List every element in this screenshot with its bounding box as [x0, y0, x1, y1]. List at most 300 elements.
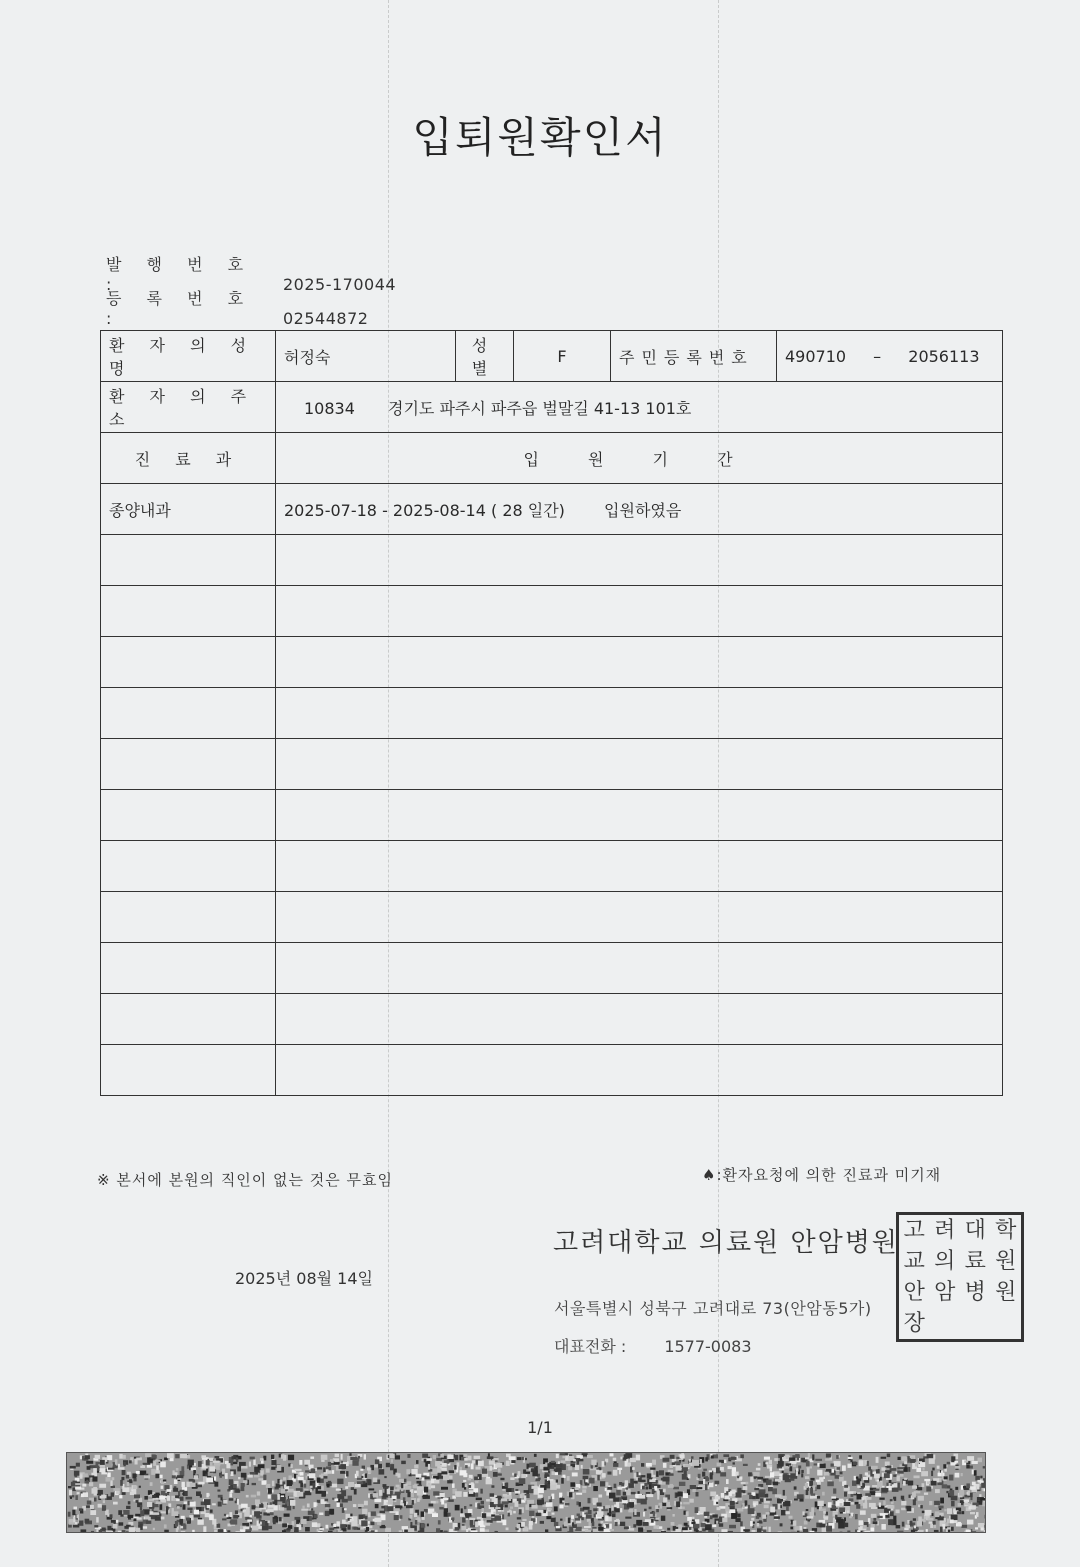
pattern-speck: [849, 1498, 854, 1501]
pattern-speck: [958, 1522, 962, 1526]
pattern-speck: [626, 1489, 631, 1495]
pattern-speck: [258, 1464, 265, 1468]
pattern-speck: [512, 1473, 514, 1476]
rrn-front: 490710: [785, 346, 847, 366]
pattern-speck: [863, 1503, 867, 1509]
pattern-speck: [575, 1518, 580, 1521]
pattern-speck: [168, 1503, 171, 1507]
pattern-speck: [817, 1501, 823, 1506]
table-header-row: [101, 433, 1003, 484]
pattern-speck: [107, 1473, 110, 1478]
pattern-speck: [757, 1528, 761, 1532]
pattern-speck: [978, 1523, 984, 1528]
pattern-speck: [585, 1530, 591, 1532]
pattern-speck: [482, 1513, 486, 1518]
pattern-speck: [357, 1481, 363, 1484]
pattern-speck: [889, 1480, 892, 1483]
pattern-speck: [487, 1520, 493, 1523]
pattern-speck: [806, 1461, 810, 1467]
pattern-speck: [750, 1521, 753, 1526]
pattern-speck: [414, 1465, 418, 1469]
pattern-speck: [140, 1466, 145, 1468]
pattern-speck: [587, 1455, 593, 1458]
pattern-speck: [182, 1492, 184, 1495]
pattern-speck: [102, 1509, 106, 1511]
pattern-speck: [624, 1508, 629, 1510]
pattern-speck: [281, 1454, 285, 1459]
pattern-speck: [572, 1473, 578, 1477]
pattern-speck: [856, 1477, 859, 1479]
pattern-speck: [461, 1526, 466, 1531]
period-cell: [276, 484, 1003, 535]
pattern-speck: [779, 1468, 784, 1470]
pattern-speck: [561, 1460, 566, 1463]
pattern-speck: [794, 1526, 799, 1531]
pattern-speck: [325, 1504, 330, 1507]
pattern-speck: [966, 1465, 969, 1469]
pattern-speck: [359, 1515, 364, 1520]
pattern-speck: [172, 1475, 176, 1478]
pattern-speck: [805, 1457, 809, 1459]
pattern-speck: [226, 1463, 230, 1468]
pattern-speck: [957, 1511, 962, 1514]
pattern-speck: [812, 1454, 814, 1460]
pattern-speck: [944, 1476, 948, 1479]
pattern-speck: [510, 1507, 513, 1509]
pattern-speck: [759, 1493, 765, 1498]
pattern-speck: [689, 1499, 694, 1503]
pattern-speck: [777, 1504, 780, 1510]
pattern-speck: [550, 1485, 557, 1490]
pattern-speck: [280, 1480, 283, 1485]
pattern-speck: [562, 1456, 565, 1459]
pattern-speck: [839, 1476, 844, 1481]
pattern-speck: [351, 1521, 357, 1527]
pattern-speck: [441, 1471, 448, 1474]
pattern-speck: [99, 1484, 106, 1488]
pattern-speck: [890, 1511, 894, 1516]
pattern-speck: [280, 1507, 284, 1511]
pattern-speck: [576, 1501, 578, 1505]
pattern-speck: [565, 1503, 570, 1506]
pattern-speck: [794, 1499, 798, 1501]
pattern-speck: [229, 1493, 232, 1497]
pattern-speck: [502, 1489, 505, 1491]
pattern-speck: [75, 1495, 78, 1500]
pattern-speck: [576, 1493, 582, 1495]
pattern-speck: [218, 1502, 222, 1507]
pattern-speck: [502, 1514, 504, 1519]
pattern-speck: [804, 1521, 808, 1525]
pattern-speck: [875, 1493, 881, 1497]
pattern-speck: [262, 1526, 269, 1531]
pattern-speck: [740, 1521, 743, 1526]
pattern-speck: [90, 1510, 96, 1515]
pattern-speck: [652, 1460, 656, 1465]
pattern-speck: [912, 1492, 916, 1497]
pattern-speck: [227, 1530, 230, 1532]
pattern-speck: [712, 1514, 717, 1517]
pattern-speck: [311, 1469, 316, 1474]
pattern-speck: [964, 1503, 970, 1505]
pattern-speck: [237, 1499, 239, 1505]
pattern-speck: [116, 1520, 119, 1523]
pattern-speck: [93, 1487, 97, 1490]
period-cell: [276, 586, 1003, 637]
pattern-speck: [630, 1479, 634, 1484]
pattern-speck: [863, 1525, 867, 1529]
pattern-speck: [584, 1526, 591, 1528]
pattern-speck: [979, 1494, 981, 1497]
pattern-speck: [344, 1508, 347, 1510]
pattern-speck: [561, 1478, 564, 1484]
pattern-speck: [967, 1520, 973, 1525]
pattern-speck: [199, 1482, 205, 1484]
pattern-speck: [703, 1479, 705, 1484]
pattern-speck: [598, 1518, 604, 1520]
pattern-speck: [247, 1519, 252, 1521]
pattern-speck: [638, 1527, 643, 1532]
pattern-speck: [717, 1463, 722, 1467]
pattern-speck: [716, 1521, 718, 1524]
pattern-speck: [763, 1527, 768, 1530]
dept-cell: [101, 637, 276, 688]
invalid-without-seal-note: ※ 본서에 본원의 직인이 없는 것은 무효임: [97, 1171, 394, 1189]
pattern-speck: [464, 1506, 466, 1509]
security-barcode: [66, 1452, 986, 1533]
pattern-speck: [536, 1513, 541, 1516]
pattern-speck: [864, 1460, 866, 1466]
pattern-speck: [416, 1460, 419, 1464]
pattern-speck: [176, 1499, 180, 1501]
pattern-speck: [473, 1488, 478, 1492]
pattern-speck: [396, 1506, 402, 1509]
pattern-speck: [816, 1480, 820, 1483]
pattern-speck: [575, 1487, 579, 1490]
pattern-speck: [766, 1498, 772, 1500]
pattern-speck: [729, 1525, 736, 1529]
pattern-speck: [480, 1489, 482, 1494]
pattern-speck: [143, 1463, 148, 1465]
pattern-speck: [87, 1501, 92, 1505]
pattern-speck: [913, 1518, 916, 1521]
pattern-speck: [793, 1521, 797, 1526]
pattern-speck: [719, 1523, 723, 1527]
pattern-speck: [947, 1462, 950, 1465]
phone-label: 대표전화 :: [554, 1337, 627, 1356]
pattern-speck: [613, 1463, 618, 1467]
pattern-speck: [220, 1475, 222, 1478]
pattern-speck: [892, 1488, 899, 1492]
pattern-speck: [828, 1502, 832, 1507]
pattern-speck: [190, 1483, 196, 1487]
pattern-speck: [897, 1467, 904, 1469]
pattern-speck: [836, 1519, 843, 1523]
pattern-speck: [717, 1507, 721, 1510]
pattern-speck: [476, 1498, 482, 1501]
pattern-speck: [334, 1498, 338, 1501]
pattern-speck: [931, 1471, 933, 1476]
table-row: [101, 688, 1003, 739]
pattern-speck: [121, 1477, 124, 1480]
pattern-speck: [519, 1478, 526, 1484]
pattern-speck: [949, 1490, 954, 1496]
pattern-speck: [74, 1471, 80, 1476]
pattern-speck: [721, 1493, 724, 1498]
pattern-speck: [424, 1487, 428, 1493]
period-cell: [276, 790, 1003, 841]
pattern-speck: [794, 1486, 797, 1489]
pattern-speck: [383, 1484, 387, 1487]
pattern-speck: [630, 1458, 636, 1462]
pattern-speck: [733, 1462, 735, 1464]
pattern-speck: [77, 1514, 80, 1518]
pattern-speck: [357, 1528, 360, 1530]
pattern-speck: [749, 1495, 753, 1499]
pattern-speck: [76, 1463, 80, 1467]
pattern-speck: [493, 1512, 495, 1514]
pattern-speck: [558, 1461, 560, 1464]
seal-glyph: 교: [903, 1248, 925, 1274]
table-row: [101, 586, 1003, 637]
pattern-speck: [241, 1466, 247, 1469]
pattern-speck: [429, 1504, 434, 1507]
pattern-speck: [972, 1482, 976, 1486]
pattern-speck: [778, 1461, 784, 1467]
pattern-speck: [108, 1468, 115, 1470]
pattern-speck: [766, 1480, 772, 1486]
pattern-speck: [756, 1468, 761, 1471]
pattern-speck: [785, 1501, 791, 1507]
pattern-speck: [984, 1525, 985, 1528]
pattern-speck: [676, 1465, 682, 1471]
pattern-speck: [657, 1494, 659, 1500]
pattern-speck: [118, 1510, 122, 1515]
pattern-speck: [79, 1520, 83, 1525]
pattern-speck: [151, 1469, 156, 1475]
pattern-speck: [175, 1521, 178, 1527]
pattern-speck: [77, 1492, 80, 1494]
pattern-speck: [820, 1524, 826, 1528]
pattern-speck: [236, 1531, 242, 1532]
pattern-speck: [431, 1501, 436, 1504]
pattern-speck: [901, 1496, 904, 1500]
pattern-speck: [271, 1460, 276, 1465]
pattern-speck: [369, 1532, 372, 1533]
pattern-speck: [510, 1477, 514, 1480]
pattern-speck: [731, 1513, 737, 1519]
pattern-speck: [842, 1465, 846, 1471]
pattern-speck: [770, 1472, 774, 1477]
pattern-speck: [934, 1501, 940, 1505]
pattern-speck: [412, 1500, 414, 1505]
pattern-speck: [79, 1508, 82, 1511]
pattern-speck: [478, 1521, 484, 1526]
pattern-speck: [361, 1520, 367, 1526]
pattern-speck: [411, 1493, 414, 1498]
pattern-speck: [888, 1519, 893, 1525]
pattern-speck: [790, 1527, 793, 1530]
pattern-speck: [433, 1455, 436, 1459]
pattern-speck: [735, 1518, 740, 1522]
pattern-speck: [639, 1495, 646, 1499]
pattern-speck: [676, 1501, 680, 1507]
pattern-speck: [229, 1479, 234, 1485]
pattern-speck: [918, 1517, 922, 1522]
pattern-speck: [102, 1528, 106, 1531]
pattern-speck: [441, 1487, 448, 1490]
pattern-speck: [652, 1489, 655, 1494]
pattern-speck: [217, 1524, 221, 1528]
pattern-speck: [341, 1490, 346, 1496]
pattern-speck: [805, 1483, 808, 1488]
pattern-speck: [732, 1471, 736, 1477]
pattern-speck: [583, 1469, 590, 1475]
pattern-speck: [94, 1525, 98, 1527]
pattern-speck: [428, 1464, 430, 1470]
pattern-speck: [299, 1460, 302, 1465]
pattern-speck: [209, 1466, 215, 1471]
pattern-speck: [181, 1531, 186, 1532]
pattern-speck: [337, 1521, 340, 1526]
pattern-speck: [585, 1483, 590, 1485]
pattern-speck: [180, 1454, 187, 1458]
pattern-speck: [642, 1486, 645, 1490]
pattern-speck: [967, 1456, 974, 1461]
pattern-speck: [904, 1478, 907, 1480]
pattern-speck: [772, 1488, 777, 1494]
pattern-speck: [325, 1511, 330, 1516]
pattern-speck: [175, 1495, 179, 1498]
pattern-speck: [103, 1500, 105, 1503]
pattern-speck: [798, 1466, 801, 1469]
pattern-speck: [546, 1502, 553, 1507]
pattern-speck: [577, 1514, 580, 1517]
pattern-speck: [371, 1522, 375, 1526]
table-row: [101, 1045, 1003, 1096]
pattern-speck: [140, 1510, 144, 1516]
pattern-speck: [808, 1453, 810, 1458]
pattern-speck: [726, 1479, 729, 1484]
pattern-speck: [111, 1520, 116, 1523]
pattern-speck: [298, 1477, 304, 1481]
pattern-speck: [503, 1520, 507, 1526]
pattern-speck: [82, 1484, 86, 1487]
pattern-speck: [194, 1475, 198, 1479]
pattern-speck: [316, 1491, 323, 1494]
pattern-speck: [332, 1470, 334, 1474]
pattern-speck: [321, 1460, 324, 1462]
pattern-speck: [455, 1505, 460, 1511]
pattern-speck: [284, 1514, 290, 1517]
pattern-speck: [588, 1498, 591, 1503]
pattern-speck: [710, 1515, 713, 1519]
pattern-speck: [851, 1494, 854, 1497]
pattern-speck: [254, 1511, 260, 1517]
pattern-speck: [287, 1506, 292, 1511]
pattern-speck: [901, 1456, 907, 1461]
pattern-speck: [267, 1513, 270, 1515]
pattern-speck: [309, 1473, 316, 1478]
pattern-speck: [489, 1466, 492, 1471]
pattern-speck: [166, 1496, 170, 1501]
pattern-speck: [786, 1463, 792, 1465]
pattern-speck: [221, 1497, 223, 1500]
pattern-speck: [118, 1467, 125, 1470]
pattern-speck: [417, 1490, 423, 1496]
pattern-speck: [806, 1466, 812, 1468]
pattern-speck: [864, 1531, 870, 1532]
pattern-speck: [893, 1474, 897, 1477]
pattern-speck: [177, 1506, 180, 1509]
pattern-speck: [312, 1483, 315, 1489]
pattern-speck: [438, 1520, 441, 1524]
pattern-speck: [709, 1482, 713, 1487]
pattern-speck: [728, 1492, 732, 1496]
table-row: [101, 994, 1003, 1045]
pattern-speck: [506, 1528, 509, 1531]
pattern-speck: [518, 1471, 521, 1477]
pattern-speck: [951, 1515, 958, 1521]
pattern-speck: [945, 1528, 948, 1532]
pattern-speck: [914, 1525, 916, 1528]
pattern-speck: [301, 1509, 308, 1511]
pattern-speck: [844, 1523, 848, 1527]
pattern-speck: [737, 1458, 742, 1461]
pattern-speck: [505, 1483, 509, 1488]
dept-cell: [101, 739, 276, 790]
pattern-speck: [654, 1486, 657, 1491]
seal-glyph: 암: [934, 1279, 956, 1305]
pattern-speck: [559, 1493, 562, 1498]
patient-request-note: ♠:환자요청에 의한 진료과 미기재: [702, 1166, 942, 1184]
pattern-speck: [201, 1455, 206, 1458]
pattern-speck: [737, 1508, 744, 1511]
pattern-speck: [751, 1518, 754, 1521]
patient-address-row: [101, 382, 1003, 433]
pattern-speck: [422, 1454, 428, 1458]
pattern-speck: [538, 1488, 544, 1493]
pattern-speck: [223, 1500, 227, 1504]
pattern-speck: [764, 1457, 770, 1460]
seal-glyph: 의: [934, 1248, 956, 1274]
pattern-speck: [756, 1516, 760, 1519]
pattern-speck: [924, 1493, 928, 1495]
pattern-speck: [229, 1498, 234, 1501]
pattern-speck: [75, 1487, 81, 1490]
pattern-speck: [887, 1466, 892, 1468]
pattern-speck: [237, 1467, 241, 1472]
pattern-speck: [465, 1513, 472, 1517]
pattern-speck: [971, 1461, 977, 1464]
pattern-speck: [271, 1467, 275, 1470]
pattern-speck: [304, 1484, 307, 1488]
pattern-speck: [176, 1468, 179, 1471]
pattern-speck: [399, 1530, 402, 1532]
pattern-speck: [705, 1528, 711, 1531]
pattern-speck: [748, 1508, 755, 1514]
pattern-speck: [156, 1501, 162, 1504]
issue-date: 2025년 08월 14일: [235, 1269, 373, 1288]
pattern-speck: [615, 1522, 618, 1526]
pattern-speck: [758, 1463, 761, 1466]
pattern-speck: [69, 1522, 75, 1524]
pattern-speck: [470, 1520, 473, 1526]
document-title: 입퇴원확인서: [412, 113, 668, 162]
pattern-speck: [834, 1461, 841, 1466]
pattern-speck: [317, 1467, 322, 1469]
pattern-speck: [554, 1522, 558, 1527]
